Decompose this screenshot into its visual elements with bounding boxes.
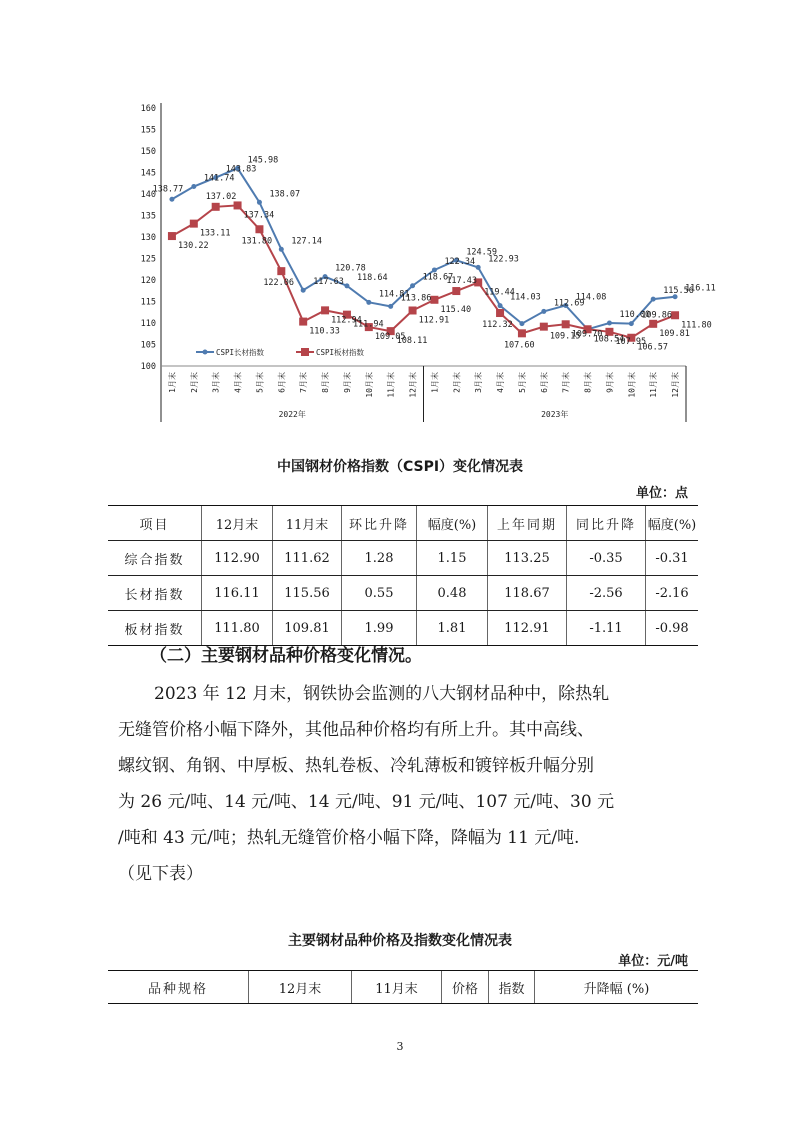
data-point	[409, 306, 417, 314]
y-tick-label: 130	[140, 233, 156, 243]
data-label: 112.91	[418, 315, 450, 326]
x-tick-label: 8月末	[321, 372, 331, 393]
col-header: 指数	[489, 971, 535, 1004]
data-point	[168, 232, 176, 240]
y-tick-label: 145	[140, 168, 156, 179]
x-tick-label: 6月末	[277, 372, 287, 393]
chart-legend	[196, 347, 365, 357]
cspi-line-chart	[0, 0, 800, 440]
data-point	[388, 304, 393, 309]
data-label: 112.69	[553, 298, 585, 309]
data-point	[562, 320, 570, 328]
y-tick-label: 105	[140, 340, 156, 351]
col-header: 12月末	[202, 506, 273, 541]
col-header: 品种规格	[108, 971, 249, 1004]
data-label: 137.02	[205, 191, 237, 202]
data-label: 115.40	[440, 304, 472, 315]
col-header: 幅度(%)	[417, 506, 488, 541]
x-tick-label: 12月末	[408, 372, 418, 398]
data-point	[321, 306, 329, 314]
x-tick-label: 4月末	[233, 372, 243, 393]
data-point	[279, 247, 284, 252]
y-tick-label: 100	[140, 362, 156, 372]
y-axis	[141, 103, 161, 422]
data-label: 143.83	[225, 164, 257, 175]
x-tick-label: 6月末	[539, 372, 549, 393]
data-point	[671, 311, 679, 319]
data-label: 138.77	[152, 184, 184, 195]
cell: 1.15	[417, 541, 488, 576]
data-label: 114.81	[378, 289, 410, 300]
data-point	[344, 283, 349, 288]
cell: -2.16	[646, 576, 699, 611]
paragraph-line: 2023 年 12 月末，钢铁协会监测的八大钢材品种中，除热轧	[154, 684, 610, 704]
paragraph-line: /吨和 43 元/吨；热轧无缝管价格小幅下降，降幅为 11 元/吨.	[118, 828, 580, 848]
data-label: 113.86	[400, 293, 432, 304]
data-point	[496, 309, 504, 317]
data-point	[191, 184, 196, 189]
cell: 116.11	[202, 576, 273, 611]
data-label: 109.15	[549, 331, 581, 342]
cspi-table	[108, 505, 698, 646]
data-point	[476, 265, 481, 270]
row-label: 长材指数	[108, 576, 202, 611]
data-label: 131.80	[241, 236, 273, 247]
data-point	[301, 288, 306, 293]
data-label: 141.74	[203, 173, 235, 184]
data-point	[541, 309, 546, 314]
data-label: 116.11	[685, 283, 716, 294]
x-tick-label: 2月末	[189, 372, 199, 393]
x-tick-label: 7月末	[561, 372, 571, 393]
year-group-label: 2022年	[278, 410, 306, 419]
x-tick-label: 4月末	[496, 372, 506, 393]
x-tick-label: 3月末	[474, 372, 484, 393]
data-label: 120.78	[335, 263, 366, 274]
cell: 112.90	[202, 541, 273, 576]
x-tick-label: 11月末	[386, 372, 396, 398]
paragraph-line: （见下表）	[118, 864, 203, 884]
data-label: 137.34	[243, 210, 275, 221]
data-label: 109.86	[641, 310, 673, 321]
y-tick-label: 120	[140, 276, 156, 286]
data-label: 111.80	[681, 320, 712, 331]
col-header: 同比升降	[567, 506, 646, 541]
data-label: 106.57	[637, 342, 669, 353]
col-header: 价格	[442, 971, 489, 1004]
col-header: 上年同期	[488, 506, 567, 541]
data-label: 119.44	[484, 287, 515, 298]
y-tick-label: 140	[140, 190, 156, 200]
table2-title: 主要钢材品种价格及指数变化情况表	[288, 933, 512, 949]
data-point	[255, 225, 263, 233]
data-label: 114.08	[575, 292, 607, 303]
y-tick-label: 155	[140, 125, 156, 136]
table1-title: 中国钢材价格指数（CSPI）变化情况表	[276, 459, 524, 475]
data-label: 108.54	[593, 334, 625, 345]
table1-unit: 单位：点	[635, 486, 688, 501]
paragraph-line: 螺纹钢、角钢、中厚板、热轧卷板、冷轧薄板和镀锌板升幅分别	[118, 756, 594, 776]
data-point	[518, 329, 526, 337]
cell: 1.99	[342, 611, 417, 646]
cell: 118.67	[488, 576, 567, 611]
data-label: 145.98	[247, 155, 279, 166]
paragraph-line: 无缝管价格小幅下降外，其他品种价格均有所上升。其中高线、	[118, 720, 594, 740]
row-label: 板材指数	[108, 611, 202, 646]
x-tick-label: 3月末	[211, 372, 221, 393]
data-label: 124.59	[466, 247, 498, 258]
x-tick-label: 9月末	[342, 372, 352, 393]
data-label: 127.14	[291, 236, 323, 247]
data-label: 108.11	[396, 336, 428, 347]
data-label: 122.06	[263, 278, 295, 289]
cell: 112.91	[488, 611, 567, 646]
data-point	[257, 200, 262, 205]
data-point	[519, 321, 524, 326]
series-layer	[153, 155, 716, 352]
col-header: 项目	[108, 506, 202, 541]
x-tick-label: 5月末	[517, 372, 527, 393]
variety-price-table	[108, 970, 698, 1004]
cell: -0.98	[646, 611, 699, 646]
table-header-row	[108, 506, 698, 541]
x-tick-label: 10月末	[627, 372, 637, 398]
data-point	[430, 296, 438, 304]
x-tick-label: 12月末	[671, 372, 681, 398]
table-row	[108, 576, 698, 611]
data-label: 122.93	[488, 254, 519, 265]
cell: 115.56	[273, 576, 342, 611]
data-point	[540, 323, 548, 331]
legend-label: CSPI板材指数	[316, 348, 365, 357]
data-label: 107.95	[615, 336, 647, 347]
cell: 111.62	[273, 541, 342, 576]
cell: 1.28	[342, 541, 417, 576]
data-label: 130.22	[177, 241, 209, 252]
table2-unit: 单位：元/吨	[618, 954, 688, 969]
data-label: 110.00	[619, 310, 651, 320]
data-label: 122.34	[444, 256, 476, 267]
data-point	[299, 318, 307, 326]
col-header: 幅度(%)	[646, 506, 699, 541]
data-label: 112.32	[482, 320, 513, 331]
cell: 0.55	[342, 576, 417, 611]
data-point	[452, 287, 460, 295]
legend-marker-icon	[203, 350, 208, 355]
col-header: 升降幅 (%)	[535, 971, 699, 1004]
cell: 0.48	[417, 576, 488, 611]
data-point	[651, 297, 656, 302]
data-label: 117.43	[446, 276, 478, 287]
legend-marker-icon	[301, 348, 309, 356]
data-point	[169, 197, 174, 202]
x-tick-label: 2月末	[452, 372, 462, 393]
data-point	[498, 303, 503, 308]
data-label: 109.05	[374, 332, 406, 343]
data-point	[190, 220, 198, 228]
table-header-row	[108, 971, 698, 1004]
x-axis	[161, 366, 686, 422]
data-point	[607, 321, 612, 326]
y-tick-label: 125	[140, 254, 156, 265]
data-point	[366, 300, 371, 305]
y-tick-label: 160	[140, 104, 156, 114]
row-label: 综合指数	[108, 541, 202, 576]
y-tick-label: 110	[140, 319, 156, 329]
section-paragraph	[118, 676, 698, 892]
year-group-label: 2023年	[541, 410, 569, 419]
cell: 111.80	[202, 611, 273, 646]
data-label: 118.67	[422, 272, 454, 283]
data-label: 133.11	[199, 228, 231, 239]
x-tick-label: 9月末	[605, 372, 615, 393]
data-point	[410, 283, 415, 288]
data-label: 138.07	[269, 189, 301, 200]
cell: -0.35	[567, 541, 646, 576]
legend-label: CSPI长材指数	[216, 348, 265, 357]
section-heading: （二）主要钢材品种价格变化情况。	[150, 646, 422, 666]
data-point	[234, 201, 242, 209]
data-label: 115.56	[663, 286, 694, 297]
cell: 109.81	[273, 611, 342, 646]
y-tick-label: 115	[140, 297, 156, 308]
col-header: 环比升降	[342, 506, 417, 541]
cell: -2.56	[567, 576, 646, 611]
data-label: 107.60	[503, 340, 535, 351]
data-label: 109.81	[659, 328, 690, 339]
data-label: 111.94	[352, 319, 384, 330]
x-tick-label: 5月末	[255, 372, 265, 393]
x-tick-label: 7月末	[299, 372, 309, 393]
data-point	[277, 267, 285, 275]
cell: -1.11	[567, 611, 646, 646]
col-header: 11月末	[352, 971, 442, 1004]
data-label: 112.94	[331, 315, 362, 326]
x-tick-label: 1月末	[167, 372, 177, 393]
col-header: 12月末	[249, 971, 352, 1004]
data-label: 117.63	[313, 277, 344, 288]
x-tick-label: 10月末	[364, 372, 374, 398]
data-label: 118.64	[356, 272, 388, 283]
cell: -0.31	[646, 541, 699, 576]
data-point	[629, 321, 634, 326]
page-number: 3	[396, 1040, 404, 1053]
data-point	[432, 267, 437, 272]
data-label: 110.33	[309, 326, 340, 337]
y-tick-label: 150	[140, 147, 156, 157]
paragraph-line: 为 26 元/吨、14 元/吨、14 元/吨、91 元/吨、107 元/吨、30 元	[118, 792, 615, 812]
x-tick-label: 1月末	[430, 372, 440, 393]
data-label: 114.03	[510, 292, 541, 303]
x-tick-label: 8月末	[583, 372, 593, 393]
cell: 113.25	[488, 541, 567, 576]
data-label: 109.70	[571, 329, 603, 340]
x-tick-label: 11月末	[649, 372, 659, 398]
y-tick-label: 135	[140, 211, 156, 222]
col-header: 11月末	[273, 506, 342, 541]
data-point	[212, 203, 220, 211]
cell: 1.81	[417, 611, 488, 646]
table-row	[108, 541, 698, 576]
data-point	[649, 320, 657, 328]
